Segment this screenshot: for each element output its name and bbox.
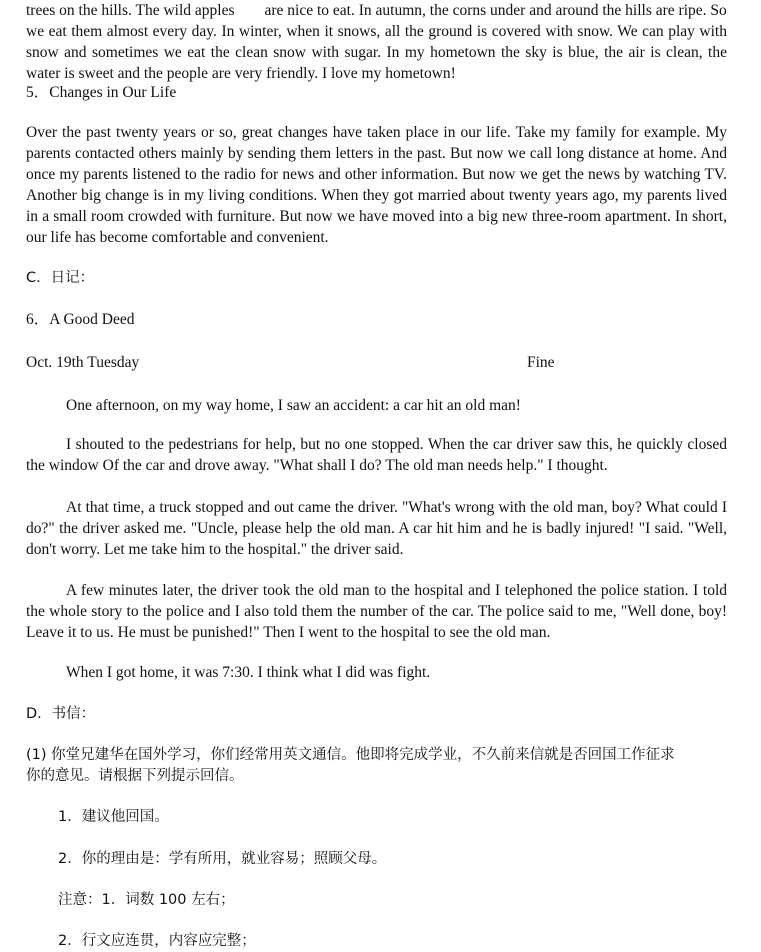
text-line: parents contacted others mainly by sending them letters in the past. But now we call long distance at home. And [26,145,727,162]
text-line: At that time, a truck stopped and out came the driver. "What's wrong with the old man, boy? What could I [66,499,727,516]
text-line: don't worry. Let me take him to the hospital." the driver said. [26,541,404,558]
text-line: in a small room crowded with furniture. But now we have moved into a big new three-room apartment. In short, [26,208,727,225]
text-line: we eat them almost every day. In winter, when it snows, all the ground is covered with snow. We can play with [26,23,727,40]
essay5-paragraph [26,122,727,248]
essay4-paragraph [26,0,727,84]
text-line: A few minutes later, the driver took the old man to the hospital and I telephoned the police station. I told [66,582,727,599]
essay6-paragraph-4 [26,580,727,643]
text-line: Leave it to us. He must be punished!" Then I went to the hospital to see the old man. [26,624,551,641]
text-line: the window Of the car and drove away. "What shall I do? The old man needs help." I thought. [26,457,608,474]
text-line: do?" the driver asked me. "Uncle, please help the old man. A car hit him and he is badly injured! "I said. "Well, [26,520,727,537]
essay6-paragraph-3 [26,497,727,560]
essay5-heading: 5．Changes in Our Life [26,84,177,101]
text-line: Another big change is in my living conditions. When they got married about twenty years ago, my parents lived [26,187,727,204]
text-line: (1) 你堂兄建华在国外学习，你们经常用英文通信。他即将完成学业，不久前来信就是否回国工作征求 [26,747,675,763]
essay6-heading: 6．A Good Deed [26,311,135,328]
text-line: Over the past twenty years or so, great changes have taken place in our life. Take my family for example. My [26,124,727,141]
text-line: once my parents listened to the radio for news and other information. But now we get the news by watching TV. [26,166,727,183]
essay6-paragraph-1: One afternoon, on my way home, I saw an accident: a car hit an old man! [66,397,521,414]
text-line: 你的意见。请根据下列提示回信。 [26,768,244,784]
text-line: water is sweet and the people are very friendly. I love my hometown! [26,65,456,82]
section-d-heading: D．书信： [26,706,96,722]
section-c-heading: C．日记： [26,270,95,286]
text-line: the whole story to the police and I also told them the number of the car. The police said to me, "Well done, boy! [26,603,727,620]
essay6-paragraph-5: When I got home, it was 7:30. I think what I did was fight. [66,664,431,681]
letter-point-1: 1．建议他回国。 [58,809,169,825]
text-line: our life has become comfortable and convenient. [26,229,329,246]
letter-note-1: 注意：1．词数 100 左右； [58,892,235,908]
letter-note-2: 2．行文应连贯，内容应完整； [58,933,256,949]
letter-prompt [26,745,727,787]
text-line: snow and sometimes we eat the clean snow with sugar. In my hometown the sky is blue, the air is clean, the [26,44,727,61]
essay6-paragraph-2 [26,434,727,476]
letter-point-2: 2．你的理由是：学有所用，就业容易；照顾父母。 [58,851,387,867]
text-line: trees on the hills. The wild apples are nice to eat. In autumn, the corns under and around the hills are ripe. So [26,2,727,19]
diary-date: Oct. 19th Tuesday [26,354,140,371]
text-line: I shouted to the pedestrians for help, but no one stopped. When the car driver saw this, he quickly closed [66,436,727,453]
diary-weather: Fine [527,354,555,371]
